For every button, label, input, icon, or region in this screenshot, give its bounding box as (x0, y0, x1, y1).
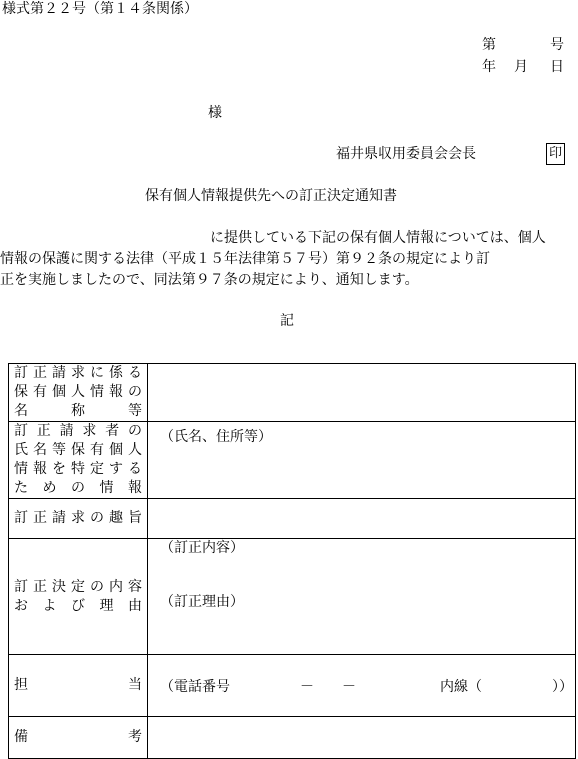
label-char: 求 (71, 510, 85, 526)
label-line (14, 402, 142, 421)
ki-heading: 記 (280, 313, 294, 329)
label-char: 報 (33, 461, 47, 477)
label-char: 定 (71, 578, 85, 595)
label-char: 理 (99, 597, 114, 614)
label-char: 人 (128, 442, 142, 458)
label-line (14, 728, 142, 747)
issuer: 福井県収用委員会会長 (336, 146, 476, 162)
label-char: お (14, 597, 28, 614)
label-char: 名 (14, 403, 28, 419)
label-char: 等 (128, 403, 142, 419)
label-char: 氏 (14, 442, 28, 458)
label-char: 由 (128, 597, 142, 614)
label-char: 正 (36, 423, 51, 439)
label-char: 報 (109, 384, 123, 400)
label-char: 正 (33, 578, 47, 595)
label-char: 決 (52, 578, 66, 595)
label-char: 有 (90, 442, 104, 458)
label-char: め (42, 480, 57, 496)
label-char: び (71, 597, 85, 614)
label-line (14, 597, 142, 616)
label-char: の (90, 510, 104, 526)
body-line: 情報の保護に関する法律（平成１５年法律第５７号）第９２条の規定により訂 (0, 251, 490, 267)
label-line (14, 509, 142, 528)
label-char: 保 (71, 442, 85, 458)
label-char: の (128, 384, 142, 400)
label-char: の (90, 578, 104, 595)
label-char: 個 (52, 384, 66, 400)
requester-info-hint: （氏名、住所等） (160, 429, 272, 445)
date-month: 月 (514, 59, 528, 75)
table-row (9, 364, 576, 422)
table-row (9, 655, 576, 717)
label-char: 正 (33, 510, 47, 526)
label-cell (9, 717, 148, 759)
label-char: 正 (33, 365, 47, 381)
contact-field[interactable] (148, 655, 576, 717)
label-char: 情 (90, 384, 104, 400)
label-cell (9, 499, 148, 539)
label-char: 担 (14, 677, 28, 693)
phone-hint: （電話番号 － － 内線（ ）） (160, 678, 573, 695)
label-line (14, 441, 142, 460)
label-char: 情 (99, 480, 114, 496)
table-row (9, 717, 576, 759)
decision-field[interactable] (148, 539, 576, 655)
correction-reason-hint: （訂正理由） (160, 594, 244, 610)
label-char: す (109, 461, 123, 477)
label-char: た (14, 480, 28, 496)
label-line (14, 383, 142, 402)
label-char: 請 (52, 365, 66, 381)
label-char: 定 (90, 461, 104, 477)
label-cell (9, 422, 148, 499)
label-line (14, 676, 142, 695)
label-char: 係 (109, 365, 123, 381)
body-line: に提供している下記の保有個人情報については、個人 (0, 230, 546, 246)
label-char: の (127, 423, 142, 439)
label-char: 訂 (14, 510, 28, 526)
label-char: 旨 (128, 510, 142, 526)
label-char: 特 (71, 461, 85, 477)
label-line (14, 422, 142, 441)
table-row (9, 422, 576, 499)
label-char: 訂 (14, 423, 28, 439)
label-char: 等 (52, 442, 66, 458)
label-char: に (90, 365, 104, 381)
document-number-prefix: 第 (482, 37, 496, 53)
remarks-field[interactable] (148, 717, 576, 759)
seal-mark: 印 (546, 143, 565, 165)
label-char: 考 (128, 729, 142, 745)
label-char: る (128, 365, 142, 381)
label-char: の (71, 480, 85, 496)
label-char: 人 (71, 384, 85, 400)
label-char: る (128, 461, 142, 477)
label-line (14, 578, 142, 597)
label-char: 訂 (14, 365, 28, 381)
label-cell (9, 364, 148, 422)
label-char: 名 (33, 442, 47, 458)
label-char: 備 (14, 729, 28, 745)
label-char: 趣 (109, 510, 123, 526)
body-line: 正を実施しましたので、同法第９７条の規定により、通知します。 (0, 272, 419, 288)
label-cell (9, 655, 148, 717)
label-char: 者 (105, 423, 120, 439)
document-title: 保有個人情報提供先への訂正決定通知書 (145, 188, 397, 204)
label-char: 個 (109, 442, 123, 458)
label-line (14, 479, 142, 498)
label-char: 保 (14, 384, 28, 400)
form-number: 様式第２２号（第１４条関係） (2, 1, 198, 17)
label-line (14, 364, 142, 383)
label-char: を (52, 461, 66, 477)
correction-content-hint: （訂正内容） (160, 540, 244, 556)
label-char: 訂 (14, 578, 28, 595)
label-char: 称 (71, 403, 85, 419)
date-day: 日 (550, 59, 564, 75)
addressee: 様 (208, 105, 222, 121)
date-year: 年 (482, 59, 496, 75)
body-text (0, 228, 578, 291)
label-char: 情 (14, 461, 28, 477)
label-cell (9, 539, 148, 655)
requester-info-field[interactable] (148, 422, 576, 499)
label-line (14, 460, 142, 479)
label-char: 求 (71, 365, 85, 381)
document-number-suffix: 号 (550, 37, 564, 53)
personal-info-name-field[interactable] (148, 364, 576, 422)
label-char: 請 (52, 510, 66, 526)
request-purpose-field[interactable] (148, 499, 576, 539)
label-char: 有 (33, 384, 47, 400)
table-row (9, 539, 576, 655)
label-char: よ (42, 597, 57, 614)
label-char: 請 (59, 423, 74, 439)
label-char: 求 (82, 423, 97, 439)
label-char: 容 (128, 578, 142, 595)
table-row (9, 499, 576, 539)
label-char: 当 (128, 677, 142, 693)
label-char: 内 (109, 578, 123, 595)
label-char: 報 (128, 480, 142, 496)
notice-table (8, 363, 576, 759)
